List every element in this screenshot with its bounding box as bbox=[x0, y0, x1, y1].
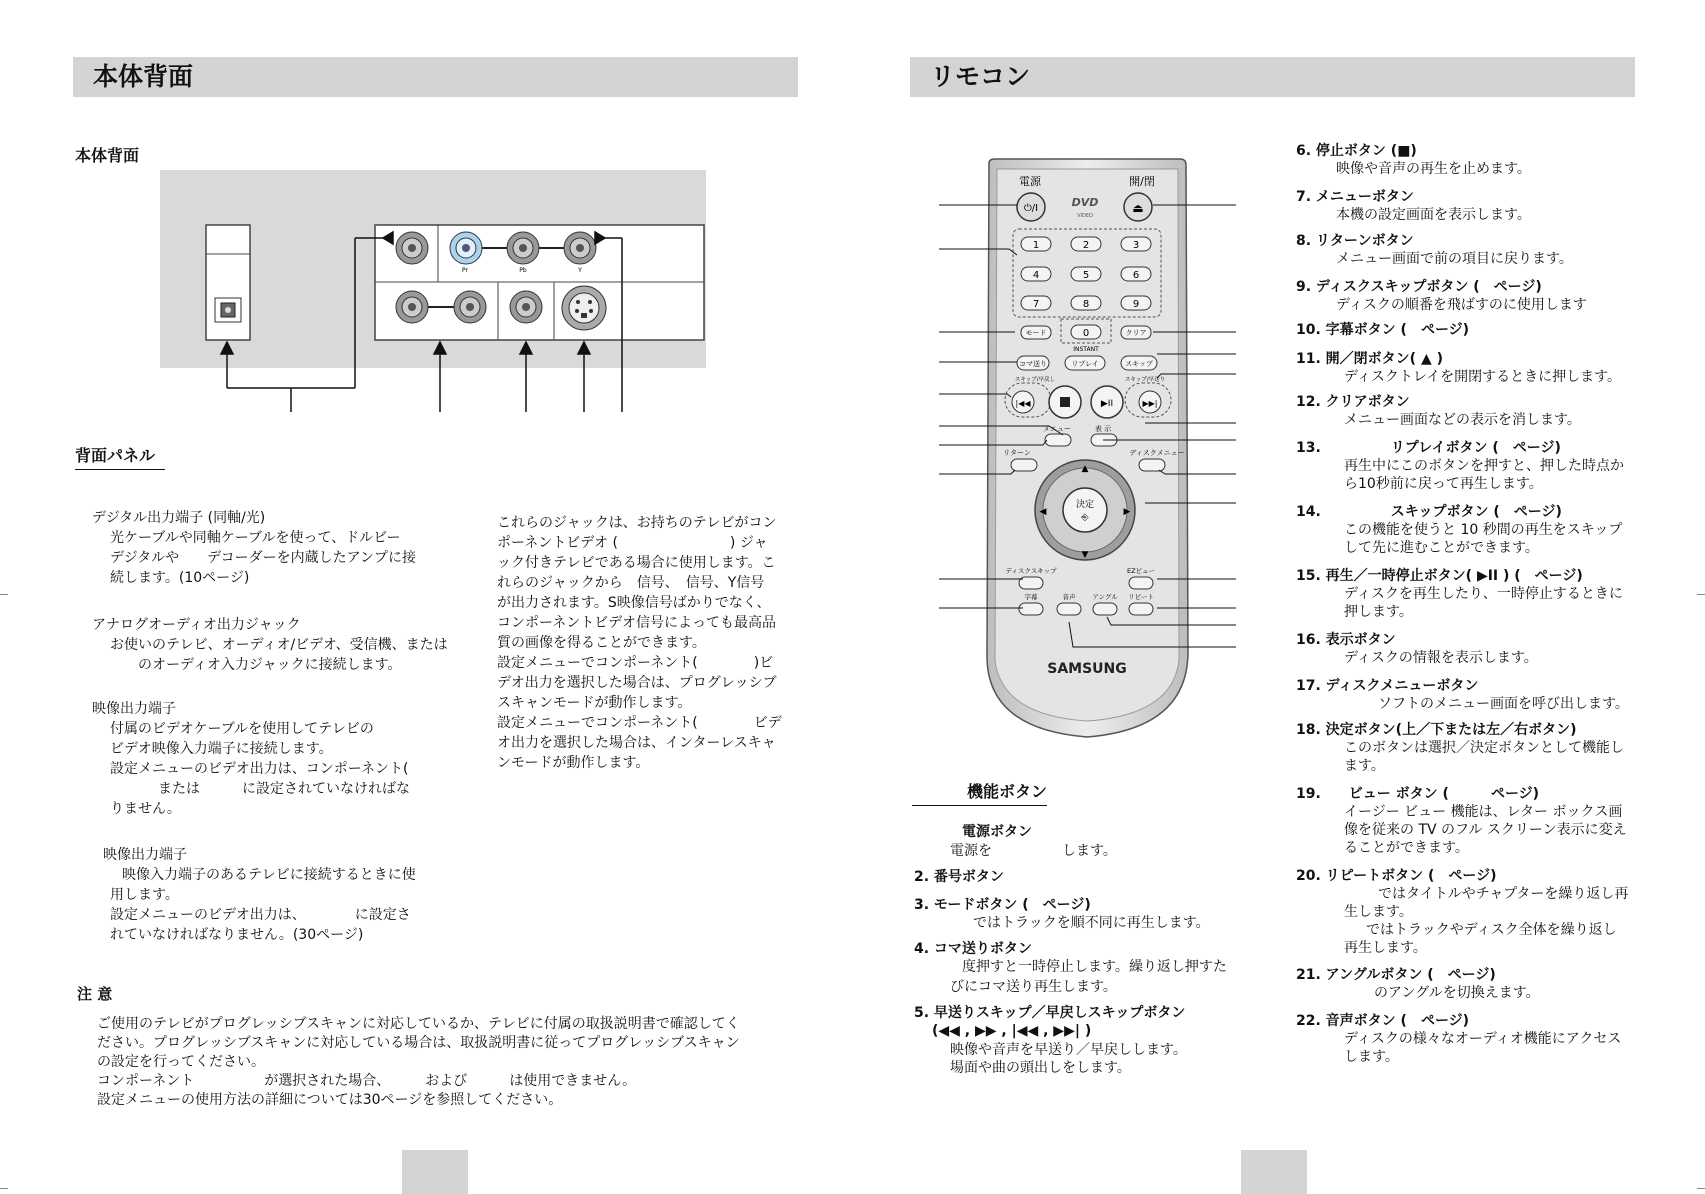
svg-text:スキップ/早戻し: スキップ/早戻し bbox=[1014, 377, 1056, 383]
function-body: (◀◀ , ▶▶ , |◀◀ , ▶▶| ) bbox=[932, 1023, 1092, 1039]
svg-text:表 示: 表 示 bbox=[1094, 425, 1112, 433]
function-body: ではトラックを順不同に再生します。 bbox=[973, 915, 1210, 931]
function-title: 2. 番号ボタン bbox=[914, 869, 1004, 885]
function-title: 6. 停止ボタン (■) bbox=[1296, 143, 1417, 159]
function-body: 再生します。 bbox=[1344, 940, 1427, 956]
jack-label-pr: Pr bbox=[462, 267, 468, 274]
function-body: 押します。 bbox=[1344, 604, 1413, 620]
function-body: して先に進むことができます。 bbox=[1344, 540, 1539, 556]
function-body: ではトラックやディスク全体を繰り返し bbox=[1366, 922, 1617, 938]
svg-text:6: 6 bbox=[1132, 270, 1140, 281]
svg-text:⏏: ⏏ bbox=[1132, 201, 1144, 215]
function-body: イージー ビュー 機能は、レター ボックス画 bbox=[1344, 804, 1623, 820]
desc-line: これらのジャックは、お持ちのテレビがコン bbox=[497, 515, 777, 531]
svg-text:▶: ▶ bbox=[1123, 507, 1131, 517]
function-title: 14. スキップボタン ( ページ) bbox=[1296, 504, 1562, 520]
function-title: 8. リターンボタン bbox=[1296, 233, 1414, 249]
skip-button: スキップ bbox=[1125, 360, 1153, 368]
desc-line: 映像出力端子 bbox=[103, 847, 187, 863]
note-heading: 注 意 bbox=[77, 985, 113, 1003]
function-body: します。 bbox=[1344, 1049, 1399, 1065]
svg-text:リターン: リターン bbox=[1003, 449, 1031, 457]
svg-text:◀: ◀ bbox=[1039, 507, 1047, 517]
desc-line: ビデオ映像入力端子に接続します。 bbox=[110, 741, 333, 757]
page-number-box-right bbox=[1241, 1150, 1307, 1194]
svg-text:▶II: ▶II bbox=[1100, 399, 1114, 409]
desc-line: 設定メニューでコンポーネント( )ビ bbox=[497, 655, 774, 671]
function-title: 7. メニューボタン bbox=[1296, 189, 1414, 205]
function-title: 15. 再生／一時停止ボタン( ▶II ) ( ページ) bbox=[1296, 568, 1583, 584]
svg-text:⏻/I: ⏻/I bbox=[1023, 203, 1039, 214]
mode-button: モード bbox=[1025, 329, 1047, 337]
crop-mark bbox=[1697, 1188, 1705, 1189]
function-body: ます。 bbox=[1344, 758, 1385, 774]
function-body: ディスクの情報を表示します。 bbox=[1344, 650, 1538, 666]
svg-text:スキップ/早送り: スキップ/早送り bbox=[1124, 377, 1166, 383]
jack-pr bbox=[450, 232, 482, 264]
jack-label-y: Y bbox=[578, 267, 582, 274]
function-body: メニュー画面で前の項目に戻ります。 bbox=[1336, 251, 1573, 267]
svg-text:EZビュー: EZビュー bbox=[1126, 567, 1156, 575]
svg-text:8: 8 bbox=[1082, 299, 1090, 310]
function-title: 16. 表示ボタン bbox=[1296, 632, 1396, 648]
function-body: ディスクの様々なオーディオ機能にアクセス bbox=[1344, 1031, 1622, 1047]
function-body: ることができます。 bbox=[1344, 840, 1469, 856]
desc-line: ック付きテレビである場合に使用します。こ bbox=[497, 555, 776, 571]
desc-line: 質の画像を得ることができます。 bbox=[497, 635, 706, 651]
svg-text:VIDEO: VIDEO bbox=[1077, 213, 1093, 219]
note-line: 設定メニューの使用方法の詳細については30ページを参照してください。 bbox=[97, 1092, 563, 1108]
function-body: ソフトのメニュー画面を呼び出します。 bbox=[1378, 696, 1629, 712]
svg-text:9: 9 bbox=[1132, 299, 1140, 310]
function-body: 映像や音声を早送り／早戻しします。 bbox=[950, 1042, 1187, 1058]
svg-text:字幕: 字幕 bbox=[1024, 593, 1038, 601]
desc-line: 続します。(10ページ) bbox=[110, 570, 250, 586]
desc-line: ンモードが動作します。 bbox=[497, 755, 650, 771]
function-body: この機能を使うと 10 秒間の再生をスキップ bbox=[1344, 522, 1623, 538]
note-line: ださい。プログレッシブスキャンに対応している場合は、取扱説明書に従ってプログレッシブスキャン bbox=[97, 1035, 740, 1051]
function-body: ら10秒前に戻って再生します。 bbox=[1344, 476, 1543, 492]
function-body: 電源を します。 bbox=[950, 843, 1117, 859]
crop-mark bbox=[1697, 594, 1705, 595]
desc-line: デジタル出力端子 (同軸/光) bbox=[92, 510, 266, 526]
svg-text:▲: ▲ bbox=[1081, 464, 1089, 474]
crop-mark bbox=[0, 1188, 8, 1189]
section-subtitle: 本体背面 bbox=[75, 146, 140, 165]
desc-line: スキャンモードが動作します。 bbox=[497, 695, 692, 711]
function-title: 9. ディスクスキップボタン ( ページ) bbox=[1296, 279, 1542, 295]
function-title: 20. リピートボタン ( ページ) bbox=[1296, 868, 1497, 884]
open-label: 開/閉 bbox=[1129, 175, 1155, 188]
svg-text:▶▶|: ▶▶| bbox=[1142, 399, 1158, 408]
jack-label-pb: Pb bbox=[519, 267, 527, 274]
jack-y bbox=[564, 232, 596, 264]
function-body: このボタンは選択／決定ボタンとして機能し bbox=[1344, 740, 1624, 756]
digital-out-box bbox=[206, 225, 250, 340]
desc-line: りません。 bbox=[110, 801, 181, 817]
function-title: 11. 開／閉ボタン( ▲ ) bbox=[1296, 351, 1443, 367]
function-title: 4. コマ送りボタン bbox=[914, 941, 1032, 957]
svg-text:7: 7 bbox=[1032, 299, 1040, 310]
desc-line: れらのジャックから 信号、 信号、Y信号 bbox=[497, 575, 765, 591]
function-title: 17. ディスクメニューボタン bbox=[1296, 678, 1479, 694]
function-title: 18. 決定ボタン(上／下または左／右ボタン) bbox=[1296, 722, 1577, 738]
function-body: 再生中にこのボタンを押すと、押した時点か bbox=[1344, 458, 1624, 474]
desc-line: お使いのテレビ、オーディオ/ビデオ、受信機、または bbox=[110, 637, 448, 653]
svg-text:4: 4 bbox=[1032, 270, 1040, 281]
function-body: 場面や曲の頭出しをします。 bbox=[950, 1060, 1131, 1076]
function-title: 12. クリアボタン bbox=[1296, 394, 1410, 410]
desc-line: 設定メニューのビデオ出力は、コンポーネント( bbox=[110, 761, 409, 777]
note-line: ご使用のテレビがプログレッシブスキャンに対応しているか、テレビに付属の取扱説明書で確認してく bbox=[97, 1016, 740, 1032]
function-title: 13. リプレイボタン ( ページ) bbox=[1296, 440, 1561, 456]
desc-line: デオ出力を選択した場合は、プログレッシブ bbox=[497, 675, 777, 691]
svg-text:1: 1 bbox=[1032, 240, 1040, 251]
jack-top-single bbox=[396, 232, 428, 264]
clear-button: クリア bbox=[1125, 329, 1147, 337]
svg-text:5: 5 bbox=[1082, 270, 1090, 281]
desc-line: または に設定されていなければな bbox=[158, 781, 410, 797]
page-number-box-left bbox=[402, 1150, 468, 1194]
desc-line: のオーディオ入力ジャックに接続します。 bbox=[138, 657, 402, 673]
function-heading: 機能ボタン bbox=[912, 782, 1047, 806]
function-body: のアングルを切換えます。 bbox=[1374, 985, 1540, 1001]
function-body: 生します。 bbox=[1344, 904, 1413, 920]
jack-pb bbox=[507, 232, 539, 264]
desc-line: 映像入力端子のあるテレビに接続するときに使 bbox=[122, 867, 416, 883]
function-title: 19. ビュー ボタン ( ページ) bbox=[1296, 786, 1540, 802]
svg-text:0: 0 bbox=[1082, 328, 1090, 339]
svg-text:INSTANT: INSTANT bbox=[1073, 346, 1099, 353]
svg-text:メニュー: メニュー bbox=[1043, 425, 1071, 433]
desc-line: 付属のビデオケーブルを使用してテレビの bbox=[110, 721, 374, 737]
rear-panel-illustration bbox=[150, 170, 710, 415]
svg-text:ディスクメニュー: ディスクメニュー bbox=[1129, 449, 1185, 457]
function-body: 像を従来の TV のフル スクリーン表示に変え bbox=[1344, 822, 1627, 838]
step-button: コマ送り bbox=[1019, 360, 1047, 368]
desc-line: ポーネントビデオ ( ) ジャ bbox=[497, 535, 768, 551]
desc-line: 光ケーブルや同軸ケーブルを使って、ドルビー bbox=[110, 530, 401, 546]
svg-text:3: 3 bbox=[1132, 240, 1140, 251]
svg-text:アングル: アングル bbox=[1092, 593, 1118, 601]
function-body: びにコマ送り再生します。 bbox=[950, 979, 1117, 995]
function-body: 度押すと一時停止します。繰り返し押すた bbox=[962, 959, 1227, 975]
function-body: ではタイトルやチャプターを繰り返し再 bbox=[1378, 886, 1629, 902]
desc-line: アナログオーディオ出力ジャック bbox=[92, 617, 301, 633]
desc-line: が出力されます。S映像信号ばかりでなく、 bbox=[497, 595, 771, 611]
svg-text:⎆: ⎆ bbox=[1081, 513, 1089, 523]
jack-audio-r bbox=[454, 291, 486, 323]
function-body: メニュー画面などの表示を消します。 bbox=[1344, 412, 1581, 428]
jack-svideo bbox=[562, 286, 606, 330]
function-title: 10. 字幕ボタン ( ページ) bbox=[1296, 322, 1470, 338]
desc-line: コンポーネントビデオ信号によっても最高品 bbox=[497, 615, 777, 631]
desc-line: 設定メニューのビデオ出力は、 に設定さ bbox=[110, 907, 411, 923]
jack-audio-l bbox=[396, 291, 428, 323]
function-body: ディスクの順番を飛ばすのに使用します bbox=[1336, 297, 1587, 313]
desc-line: れていなければなりません。(30ページ) bbox=[110, 927, 364, 943]
function-title: 21. アングルボタン ( ページ) bbox=[1296, 967, 1496, 983]
desc-line: 用します。 bbox=[110, 887, 179, 903]
function-body: 映像や音声の再生を止めます。 bbox=[1336, 161, 1531, 177]
function-title: 5. 早送りスキップ／早戻しスキップボタン bbox=[914, 1005, 1186, 1021]
dvd-logo: DVD bbox=[1071, 196, 1099, 209]
function-body: ディスクトレイを開閉するときに押します。 bbox=[1344, 369, 1622, 385]
svg-text:|◀◀: |◀◀ bbox=[1015, 399, 1031, 408]
function-body: 本機の設定画面を表示します。 bbox=[1336, 207, 1531, 223]
svg-text:▼: ▼ bbox=[1081, 550, 1089, 560]
function-title: 22. 音声ボタン ( ページ) bbox=[1296, 1013, 1470, 1029]
page-title-right: リモコン bbox=[910, 57, 1635, 97]
note-line: の設定を行ってください。 bbox=[97, 1054, 265, 1070]
replay-button: リプレイ bbox=[1071, 360, 1099, 368]
function-body: ディスクを再生したり、一時停止するときに bbox=[1344, 586, 1623, 602]
function-title: 電源ボタン bbox=[962, 824, 1032, 840]
desc-line: オ出力を選択した場合は、インターレスキャ bbox=[497, 735, 776, 751]
svg-text:音声: 音声 bbox=[1062, 593, 1076, 601]
panel-heading: 背面パネル bbox=[75, 446, 165, 470]
svg-text:リピート: リピート bbox=[1128, 593, 1154, 601]
svg-text:決定: 決定 bbox=[1075, 500, 1095, 510]
callout-lines bbox=[935, 195, 1240, 665]
desc-line: 設定メニューでコンポーネント( ビデ bbox=[497, 715, 782, 731]
note-line: コンポーネント が選択された場合、 および は使用できません。 bbox=[97, 1073, 637, 1089]
desc-line: デジタルや デコーダーを内蔵したアンプに接 bbox=[110, 550, 417, 566]
function-title: 3. モードボタン ( ページ) bbox=[914, 897, 1091, 913]
crop-mark bbox=[0, 594, 8, 595]
power-label: 電源 bbox=[1019, 175, 1041, 188]
samsung-logo: SAMSUNG bbox=[1047, 661, 1127, 677]
svg-text:2: 2 bbox=[1082, 240, 1090, 251]
svg-text:ディスクスキップ: ディスクスキップ bbox=[1005, 567, 1057, 575]
jack-video bbox=[510, 291, 542, 323]
page-title-left: 本体背面 bbox=[73, 57, 798, 97]
desc-line: 映像出力端子 bbox=[92, 701, 176, 717]
